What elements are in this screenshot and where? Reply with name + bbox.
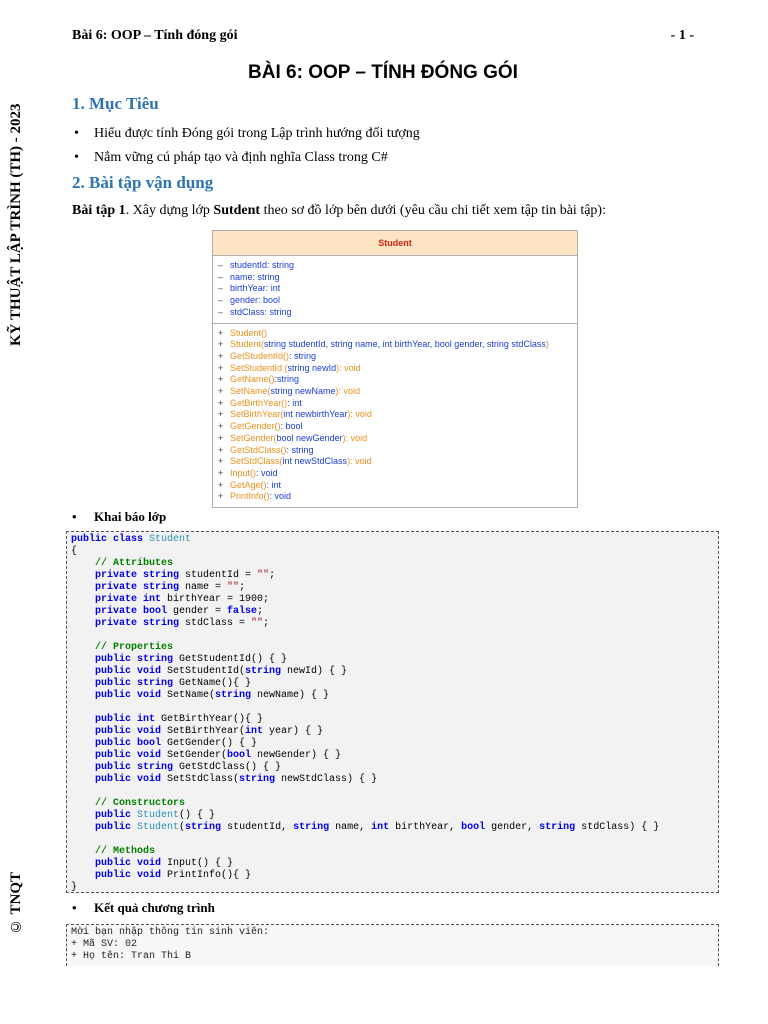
method-name: SetStdClass( (230, 456, 283, 467)
code-token: "" (227, 582, 240, 593)
code-token: private string (71, 570, 186, 581)
method-return: : bool (280, 421, 303, 432)
code-token: GetStudentId() { } (179, 654, 288, 665)
code-token: // Attributes (71, 558, 174, 569)
method-name: GetStudentId() (230, 350, 290, 361)
code-token: ; (269, 570, 276, 581)
method-name: SetName( (230, 386, 271, 397)
code-token: } (71, 882, 78, 893)
uml-method-row (218, 351, 572, 363)
list-item: • Nắm vững cú pháp tạo và định nghĩa Class trong C# (72, 148, 702, 172)
code-line (71, 702, 714, 714)
output-line: + Họ tên: Tran Thi B (71, 951, 192, 962)
section-exercises-heading: 2. Bài tập vận dụng (72, 173, 214, 192)
code-token: name, (329, 822, 372, 833)
code-token: ( (179, 822, 186, 833)
method-params: string newId (287, 362, 337, 373)
code-token: stdClass) { } (575, 822, 660, 833)
method-name: GetGender() (230, 421, 281, 432)
code-line (71, 546, 714, 558)
code-line (71, 798, 714, 810)
code-token: Student (137, 822, 180, 833)
visibility-sign: + (218, 491, 224, 502)
program-output-bullet: • Kết quả chương trình (72, 900, 215, 915)
code-token: string (293, 822, 330, 833)
code-line (71, 882, 714, 893)
document-title: BÀI 6: OOP – TÍNH ĐÓNG GÓI (248, 62, 518, 83)
code-line (71, 642, 714, 654)
method-return: : int (287, 397, 302, 408)
method-name: GetName() (230, 374, 275, 385)
uml-attribute-row (218, 283, 572, 295)
code-token: SetGender( (167, 750, 228, 761)
method-params: int newStdClass (282, 456, 348, 467)
code-token: // Methods (71, 846, 156, 857)
code-token: bool (227, 750, 252, 761)
method-return: ): void (347, 456, 372, 467)
visibility-sign: + (218, 409, 224, 420)
method-return: : void (269, 491, 292, 502)
visibility-sign: – (218, 295, 224, 306)
code-token: Input() { } (167, 858, 234, 869)
code-line (71, 630, 714, 642)
method-return: : string (286, 444, 314, 455)
code-line (71, 870, 714, 882)
code-line (71, 666, 714, 678)
uml-methods (213, 323, 577, 508)
code-token: GetGender() { } (167, 738, 258, 749)
visibility-sign: – (218, 306, 224, 317)
uml-method-row (218, 363, 572, 375)
code-token: stdClass = (185, 618, 252, 629)
method-name: Input() (230, 467, 257, 478)
uml-method-row (218, 445, 572, 457)
uml-method-row (218, 480, 572, 492)
code-token: public string (71, 678, 180, 689)
code-token: private bool (71, 606, 174, 617)
code-token: "" (257, 570, 270, 581)
code-token: year) { } (263, 726, 324, 737)
code-line (71, 846, 714, 858)
header-lesson: Bài 6: OOP – Tính đóng gói (72, 28, 238, 43)
side-course-title: KỸ THUẬT LẬP TRÌNH (TH) - 2023 (8, 103, 24, 347)
code-line (71, 606, 714, 618)
method-name: SetGender( (230, 432, 277, 443)
uml-method-row (218, 409, 572, 421)
class-declaration-bullet: • Khai báo lớp (72, 509, 167, 524)
method-name: Student( (230, 339, 265, 350)
exercise-text: . Xây dựng lớp (125, 203, 214, 218)
code-token: public void (71, 774, 168, 785)
method-name: GetAge() (230, 479, 267, 490)
uml-method-row (218, 456, 572, 468)
code-token: newStdClass) { } (275, 774, 378, 785)
code-token: SetName( (167, 690, 216, 701)
method-params: string studentId, string name, int birthYear, bool gender, string stdClass (264, 339, 546, 350)
code-token: { (71, 546, 78, 557)
code-token: string (539, 822, 576, 833)
code-line (71, 690, 714, 702)
list-item: • Hiểu được tính Đóng gói trong Lập trình hướng đối tượng (72, 124, 702, 148)
visibility-sign: + (218, 467, 224, 478)
code-token: () { } (179, 810, 216, 821)
uml-attributes (213, 256, 577, 323)
method-return: ) (545, 339, 549, 350)
code-token: public void (71, 690, 168, 701)
page-number: - 1 - (670, 28, 694, 43)
code-token: studentId, (221, 822, 294, 833)
visibility-sign: + (218, 397, 224, 408)
visibility-sign: – (218, 260, 224, 270)
method-params: string newName (270, 386, 336, 397)
code-token: // Properties (71, 642, 174, 653)
code-line (71, 678, 714, 690)
class-declaration-label: Khai báo lớp (94, 509, 167, 524)
code-token: public (71, 822, 138, 833)
uml-attribute-row (218, 260, 572, 272)
code-line (71, 558, 714, 570)
code-line (71, 726, 714, 738)
method-name: GetBirthYear() (230, 397, 288, 408)
code-line (71, 594, 714, 606)
attribute-name: name (230, 271, 253, 282)
code-token: public (71, 810, 138, 821)
code-token: // Constructors (71, 798, 186, 809)
code-token: newName) { } (251, 690, 330, 701)
exercise-description (72, 203, 712, 219)
code-line (71, 654, 714, 666)
code-token: string (239, 774, 276, 785)
uml-method-row (218, 433, 572, 445)
side-copyright: © TNQT (8, 872, 24, 934)
code-token: private string (71, 582, 186, 593)
method-params: int newbirthYear (283, 409, 348, 420)
uml-method-row (218, 374, 572, 386)
method-name: PrintInfo() (230, 491, 270, 502)
method-name: SetStudentId ( (230, 362, 288, 373)
uml-method-row (218, 421, 572, 433)
code-token: GetBirthYear(){ } (161, 714, 264, 725)
code-token: studentId = (185, 570, 258, 581)
code-token: public void (71, 666, 168, 677)
visibility-sign: – (218, 271, 224, 282)
code-token: PrintInfo(){ } (167, 870, 252, 881)
method-return: ): void (336, 362, 361, 373)
uml-method-row (218, 491, 572, 503)
page-header (72, 28, 694, 44)
attribute-type: : string (264, 306, 292, 317)
code-token: "" (251, 618, 264, 629)
uml-method-row (218, 328, 572, 340)
code-block (66, 531, 719, 893)
visibility-sign: + (218, 444, 224, 455)
exercise-label: Bài tập 1 (72, 203, 126, 218)
visibility-sign: – (218, 283, 224, 294)
attribute-name: studentId (230, 260, 268, 270)
uml-method-row (218, 468, 572, 480)
code-token: public bool (71, 738, 168, 749)
method-name: SetBirthYear( (230, 409, 284, 420)
code-token: public string (71, 762, 180, 773)
console-output (66, 924, 719, 966)
code-token: private string (71, 618, 186, 629)
code-line (71, 582, 714, 594)
code-token: public void (71, 870, 168, 881)
code-token: ; (257, 606, 264, 617)
code-token: ; (239, 582, 246, 593)
code-token: Student (149, 534, 192, 545)
code-token: public void (71, 750, 168, 761)
code-line (71, 822, 714, 834)
visibility-sign: + (218, 479, 224, 490)
code-token: public void (71, 726, 168, 737)
attribute-type: : string (267, 260, 295, 270)
exercise-class-name: Sutdent (213, 203, 261, 218)
code-token: SetStudentId( (167, 666, 246, 677)
code-token: private int (71, 594, 168, 605)
code-token: public string (71, 654, 180, 665)
code-token: newGender) { } (251, 750, 342, 761)
code-line (71, 834, 714, 846)
visibility-sign: + (218, 362, 224, 373)
code-line (71, 738, 714, 750)
code-token: public class (71, 534, 150, 545)
uml-method-row (218, 339, 572, 351)
visibility-sign: + (218, 374, 224, 385)
visibility-sign: + (218, 327, 224, 338)
exercise-text: theo sơ đồ lớp bên dưới (yêu cầu chi tiết xem tập tin bài tập): (260, 203, 606, 218)
output-line: + Mã SV: 02 (71, 939, 138, 950)
method-return: :string (274, 374, 300, 385)
code-line (71, 858, 714, 870)
attribute-name: stdClass (230, 306, 265, 317)
program-output-label: Kết quả chương trình (94, 900, 215, 915)
code-token: Student (137, 810, 180, 821)
method-return: ): void (347, 409, 372, 420)
code-token: string (185, 822, 222, 833)
method-return: : void (256, 467, 278, 478)
code-line (71, 714, 714, 726)
objectives-list (72, 124, 702, 172)
method-name: GetStdClass() (230, 444, 287, 455)
method-return: ): void (335, 386, 361, 397)
code-line (71, 786, 714, 798)
code-line (71, 810, 714, 822)
uml-attribute-row (218, 307, 572, 319)
uml-method-row (218, 398, 572, 410)
code-line (71, 750, 714, 762)
method-return: : int (266, 479, 282, 490)
uml-attribute-row (218, 272, 572, 284)
attribute-name: gender (230, 295, 259, 306)
uml-attribute-row (218, 295, 572, 307)
code-token: ; (263, 618, 270, 629)
uml-class-name: Student (213, 231, 577, 256)
method-params: bool newGender (276, 432, 343, 443)
code-line (71, 618, 714, 630)
visibility-sign: + (218, 339, 224, 350)
output-line: Mời bạn nhập thông tin sinh viên: (71, 927, 270, 938)
code-line (71, 570, 714, 582)
code-line (71, 762, 714, 774)
method-return: : string (289, 350, 317, 361)
code-token: gender = (173, 606, 228, 617)
uml-class-diagram (212, 230, 578, 508)
attribute-name: birthYear (230, 283, 266, 294)
code-token: newId) { } (281, 666, 348, 677)
attribute-type: : int (265, 283, 281, 294)
code-token: public void (71, 858, 168, 869)
section-objectives-heading: 1. Mục Tiêu (72, 94, 159, 113)
uml-method-row (218, 386, 572, 398)
code-token: SetStdClass( (167, 774, 240, 785)
code-token: string (215, 690, 252, 701)
visibility-sign: + (218, 432, 224, 443)
code-token: birthYear = 1900; (167, 594, 270, 605)
code-token: GetStdClass() { } (179, 762, 282, 773)
code-token: bool (461, 822, 486, 833)
code-token: int (245, 726, 264, 737)
visibility-sign: + (218, 456, 224, 467)
code-token: int (371, 822, 390, 833)
code-token: public int (71, 714, 162, 725)
code-token: string (245, 666, 282, 677)
code-token: GetName(){ } (179, 678, 252, 689)
code-token: gender, (485, 822, 540, 833)
visibility-sign: + (218, 386, 224, 397)
visibility-sign: + (218, 421, 224, 432)
code-line (71, 774, 714, 786)
code-token: name = (185, 582, 228, 593)
code-line (71, 534, 714, 546)
attribute-type: : string (252, 271, 280, 282)
method-name: Student() (230, 327, 268, 338)
visibility-sign: + (218, 350, 224, 361)
method-return: ): void (342, 432, 368, 443)
code-token: birthYear, (389, 822, 462, 833)
code-token: SetBirthYear( (167, 726, 246, 737)
attribute-type: : bool (258, 295, 281, 306)
code-token: false (227, 606, 258, 617)
